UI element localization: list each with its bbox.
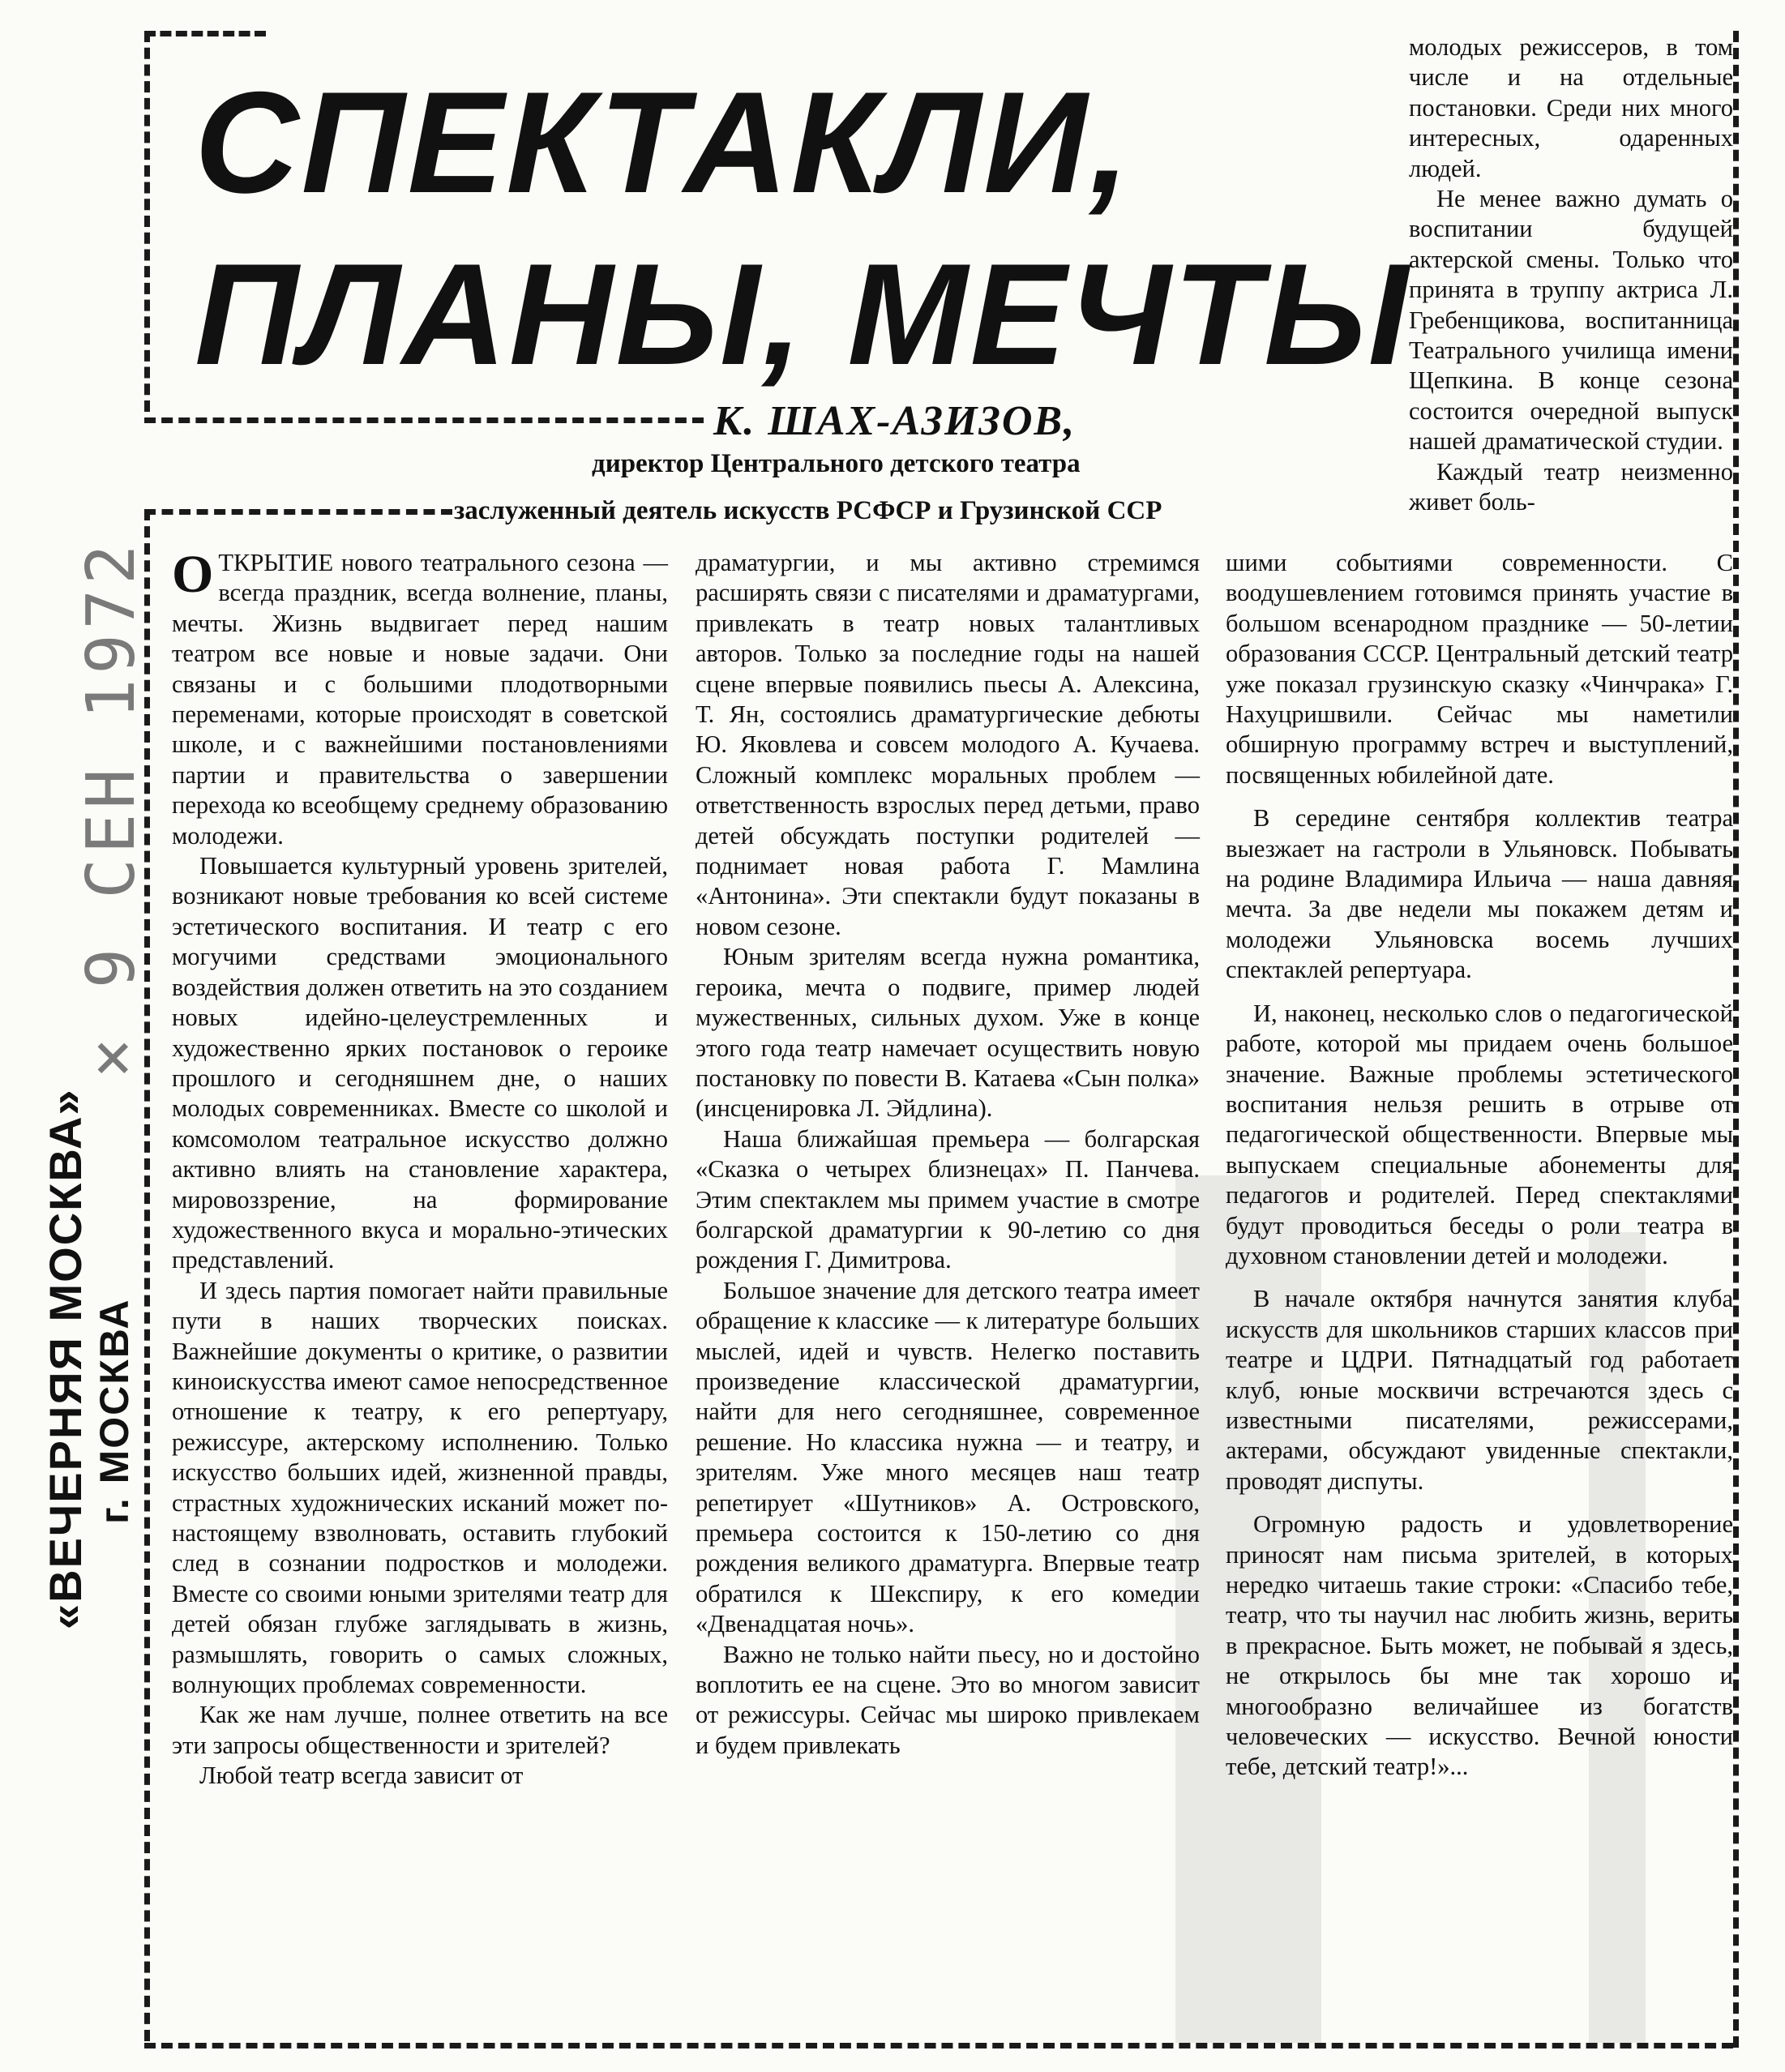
article-paragraph — [172, 545, 668, 851]
article-paragraph: В начале октября начнутся занятия клуба искусств для школьников старших классов при театре и ЦДРИ. Пятнадцатый год работает клуб, юные москвичи встречаются здесь с известными писателями, режиссерами, актерами, обсуждают увиденные спектакли, проводят диспуты. — [1226, 1285, 1733, 1495]
article-paragraph: драматургии, и мы активно стремимся расширять связи с писателями и драматургами, привлекать в театр новых талантливых авторов. Только за последние годы на нашей сцене впервые появились пьесы А. Алексина, Т. Ян, состоялись драматургические дебюты Ю. Яковлева и совсем молодого А. Кучаева. Сложный комплекс моральных проблем — ответственность взрослых перед детьми, право детей обсуждать поступки родителей — поднимает новая работа Г. Мамлина «Антонина». Эти спектакли будут показаны в новом сезоне. — [696, 549, 1200, 940]
newspaper-city: г. МОСКВА — [92, 1298, 137, 1524]
frame-rule-top — [144, 31, 266, 36]
frame-rule-right — [1733, 31, 1739, 2048]
article-paragraph: Юным зрителям всегда нужна романтика, героика, мечта о подвиге, пример людей мужественных, сильных духом. Уже в конце этого года театр намечает осуществить новую постановку по повести В. Катаева «Сын полка» (инсценировка Л. Эйдлина). — [696, 943, 1200, 1123]
headline — [195, 57, 1411, 400]
article-paragraph: И, наконец, несколько слов о педагогической работе, которой мы придаем очень большое значение. Важные проблемы эстетического воспитания нельзя решить в отрыве от педагогической общественности. Впервые мы выпускаем специальные абонементы для педагогов и родителей. Перед спектаклями будут проводиться беседы о роли театра в духовном становлении детей и молодежи. — [1226, 999, 1733, 1269]
author-position: директор Центрального детского театра — [592, 449, 1081, 478]
article-column-1 — [172, 545, 668, 1792]
article-paragraph: Каждый театр неизменно живет боль- — [1409, 457, 1733, 516]
article-paragraph: шими событиями современности. С воодушевлением готовимся принять участие в большом всенародном празднике — 50-летии образования СССР. Центральный детский театр уже показал грузинскую сказку «Чинчрака» Г. Нахуцришвили. Сейчас мы наметили обширную программу встреч и выступлений, посвященных юбилейной дате. — [1226, 549, 1733, 789]
article-column-3-top — [1409, 32, 1733, 518]
article-column-3 — [1226, 548, 1733, 1783]
article-paragraph: Не менее важно думать о воспитании будущей актерской смены. Только что принята в труппу актриса Л. Гребенщикова, воспитанница Театрального училища имени Щепкина. В конце сезона состоится очередной выпуск нашей драматической студии. — [1409, 185, 1733, 456]
dropcap: О — [172, 545, 214, 604]
headline-line-2: ПЛАНЫ, МЕЧТЫ — [195, 233, 1411, 395]
article-column-2 — [696, 548, 1200, 1761]
article-paragraph: И здесь партия помогает найти правильные пути в наших творческих поисках. Важнейшие документы о критике, о развитии киноискусства имеют самое непосредственное отношение к театру, к его репертуару, режиссуре, актерскому исполнению. Только искусство больших идей, жизненной правды, страстных художнических исканий может по-настоящему взволновать, оставить глубокий след в сознании подростков и молодежи. Вместе со своими юными зрителями театр для детей обязан глубже заглядывать в жизнь, размышлять, говорить о самых сложных, волнующих проблемах современности. — [172, 1276, 668, 1699]
frame-rule-title — [144, 509, 452, 515]
article-paragraph: Любой театр всегда зависит от — [199, 1762, 524, 1790]
paragraph-text: ТКРЫТИЕ нового театрального сезона — всегда праздник, всегда волнение, планы, мечты. Жизнь выдвигает перед нашим театром все новые и новые задачи. Они связаны и с большими плодотворными переменами, которые происходят в советской школе, и с важнейшими постановлениями партии и правительства о завершении перехода ко всеобщему среднему образованию молодежи. — [172, 549, 668, 850]
author-title: заслуженный деятель искусств РСФСР и Грузинской ССР — [454, 496, 1162, 525]
frame-rule-bottom — [144, 2043, 1733, 2048]
headline-line-1: СПЕКТАКЛИ, — [195, 62, 1132, 223]
article-paragraph: Наша ближайшая премьера — болгарская «Сказка о четырех близнецах» П. Панчева. Этим спектаклем мы примем участие в смотре болгарской драматургии к 90-летию со дня рождения Г. Димитрова. — [696, 1124, 1200, 1274]
article-paragraph: Повышается культурный уровень зрителей, возникают новые требования ко всей системе эстетического воспитания. И театр с его могучими средствами эмоционального воздействия должен ответить на это созданием новых идейно-целеустремленных и художественно ярких постановок о героике прошлого и сегодняшнем дне, о наших молодых современниках. Вместе со школой и комсомолом театральное искусство должно активно влиять на становление характера, мировоззрение, на формирование художественного вкуса и морально-этических представлений. — [172, 852, 668, 1274]
newspaper-name: «ВЕЧЕРНЯЯ МОСКВА» — [40, 1088, 91, 1629]
date-stamp: × 9 СЕН 1972 — [73, 539, 150, 1078]
article-paragraph: В середине сентября коллектив театра выезжает на гастроли в Ульяновск. Побывать на родине Владимира Ильича — наша давняя мечта. За две недели мы покажем детям и молодежи Ульяновска восемь лучших спектаклей репертуара. — [1226, 804, 1733, 984]
article-paragraph: Важно не только найти пьесу, но и достойно воплотить ее на сцене. Это во многом зависит от режиссуры. Сейчас мы широко привлекаем и будем привлекать — [696, 1640, 1200, 1759]
frame-rule-left-headline — [144, 31, 150, 412]
article-paragraph: Как же нам лучше, полнее ответить на все эти запросы общественности и зрителей? — [172, 1701, 668, 1759]
author-name: К. ШАХ-АЗИЗОВ, — [713, 398, 1077, 444]
article-paragraph: молодых режиссеров, в том числе и на отдельные постановки. Среди них много интересных, одаренных людей. — [1409, 33, 1733, 182]
article-paragraph: Большое значение для детского театра имеет обращение к классике — к литературе больших мыслей, идей и чувств. Нелегко поставить произведение классической драматургии, найти для него сегодняшнее, современное решение. Но классика нужна — и театру, и зрителям. Уже много месяцев наш театр репетирует «Шутников» А. Островского, премьера состоится к 150-летию со дня рождения великого драматурга. Впервые театр обратился к Шекспиру, к его комедии «Двенадцатая ночь». — [696, 1276, 1200, 1638]
article-paragraph: Огромную радость и удовлетворение приносят нам письма зрителей, в которых нередко читаешь такие строки: «Спасибо тебе, театр, что ты научил нас любить жизнь, верить в прекрасное. Быть может, не побывай я здесь, не открылось бы мне так хорошо и многообразно величайшее из богатств человеческих — искусство. Вечной юности тебе, детский театр!»... — [1226, 1510, 1733, 1781]
frame-rule-byline — [144, 417, 704, 423]
